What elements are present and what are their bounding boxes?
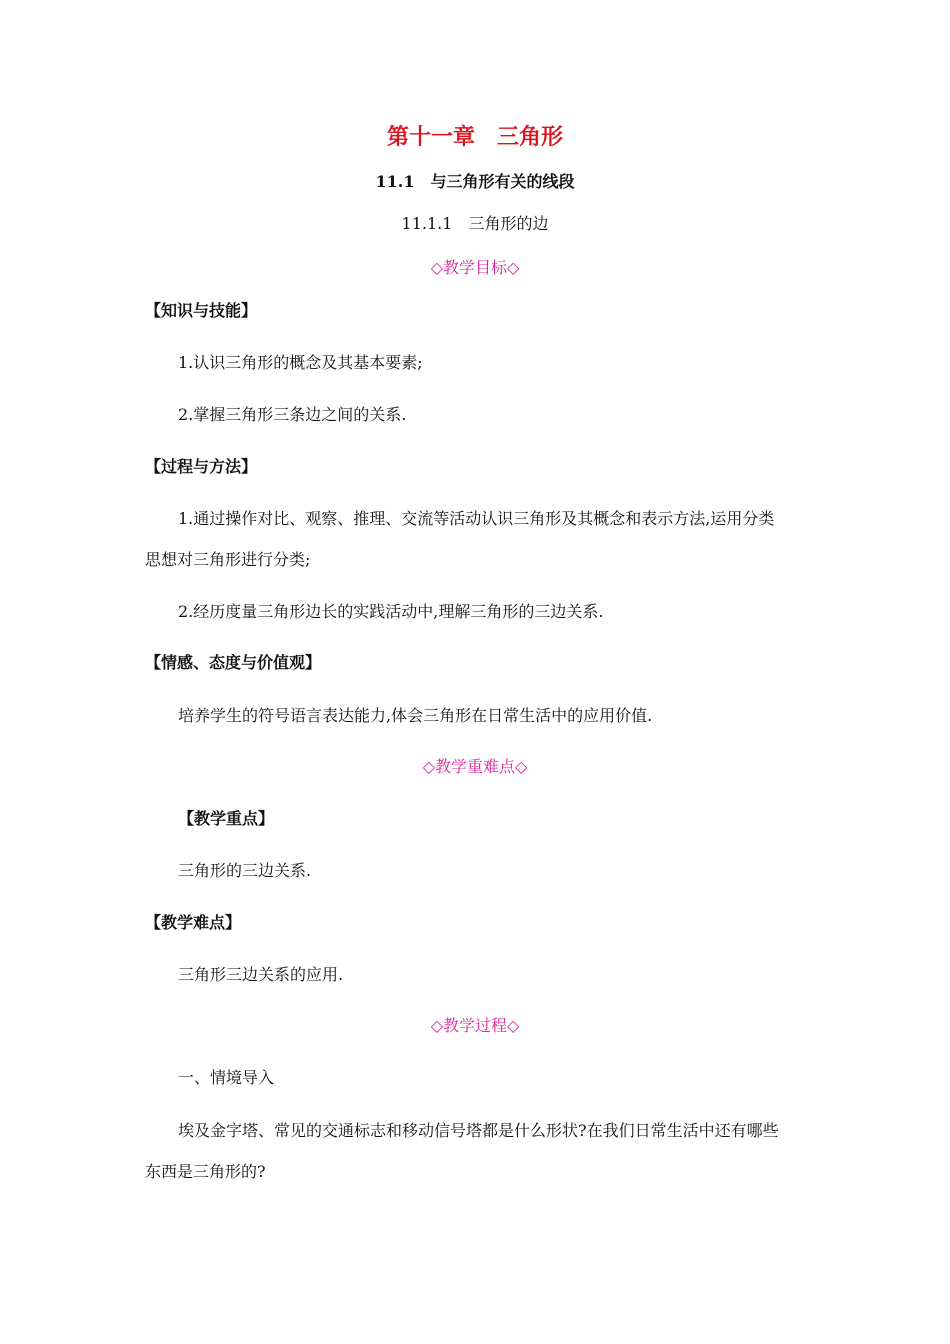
intro-line-2: 东西是三角形的? xyxy=(145,1162,266,1181)
intro-line-1: 埃及金字塔、常见的交通标志和移动信号塔都是什么形状?在我们日常生活中还有哪些 xyxy=(178,1121,779,1140)
section-title: 11.1 与三角形有关的线段 xyxy=(375,172,575,191)
key-difficult-heading: ◇教学重难点◇ xyxy=(422,757,528,776)
emotion-heading: 【情感、态度与价值观】 xyxy=(145,653,322,672)
process-main-heading: ◇教学过程◇ xyxy=(430,1016,520,1035)
process-heading: 【过程与方法】 xyxy=(145,457,258,476)
process-item-1-line-2: 思想对三角形进行分类; xyxy=(145,550,311,569)
process-item-2: 2.经历度量三角形边长的实践活动中,理解三角形的三边关系. xyxy=(178,602,604,621)
difficult-heading: 【教学难点】 xyxy=(145,913,242,932)
emotion-text: 培养学生的符号语言表达能力,体会三角形在日常生活中的应用价值. xyxy=(178,706,653,725)
key-point-text: 三角形的三边关系. xyxy=(178,861,312,880)
knowledge-item: 2.掌握三角形三条边之间的关系. xyxy=(178,405,407,424)
difficult-text: 三角形三边关系的应用. xyxy=(178,965,344,984)
process-item-1-line-1: 1.通过操作对比、观察、推理、交流等活动认识三角形及其概念和表示方法,运用分类 xyxy=(178,509,775,528)
knowledge-heading: 【知识与技能】 xyxy=(145,301,258,320)
intro-heading: 一、情境导入 xyxy=(178,1068,275,1087)
knowledge-item: 1.认识三角形的概念及其基本要素; xyxy=(178,353,423,372)
goals-heading: ◇教学目标◇ xyxy=(430,258,520,277)
subsection-title: 11.1.1 三角形的边 xyxy=(401,214,549,233)
chapter-title: 第十一章 三角形 xyxy=(386,124,563,150)
key-point-heading: 【教学重点】 xyxy=(178,809,275,828)
